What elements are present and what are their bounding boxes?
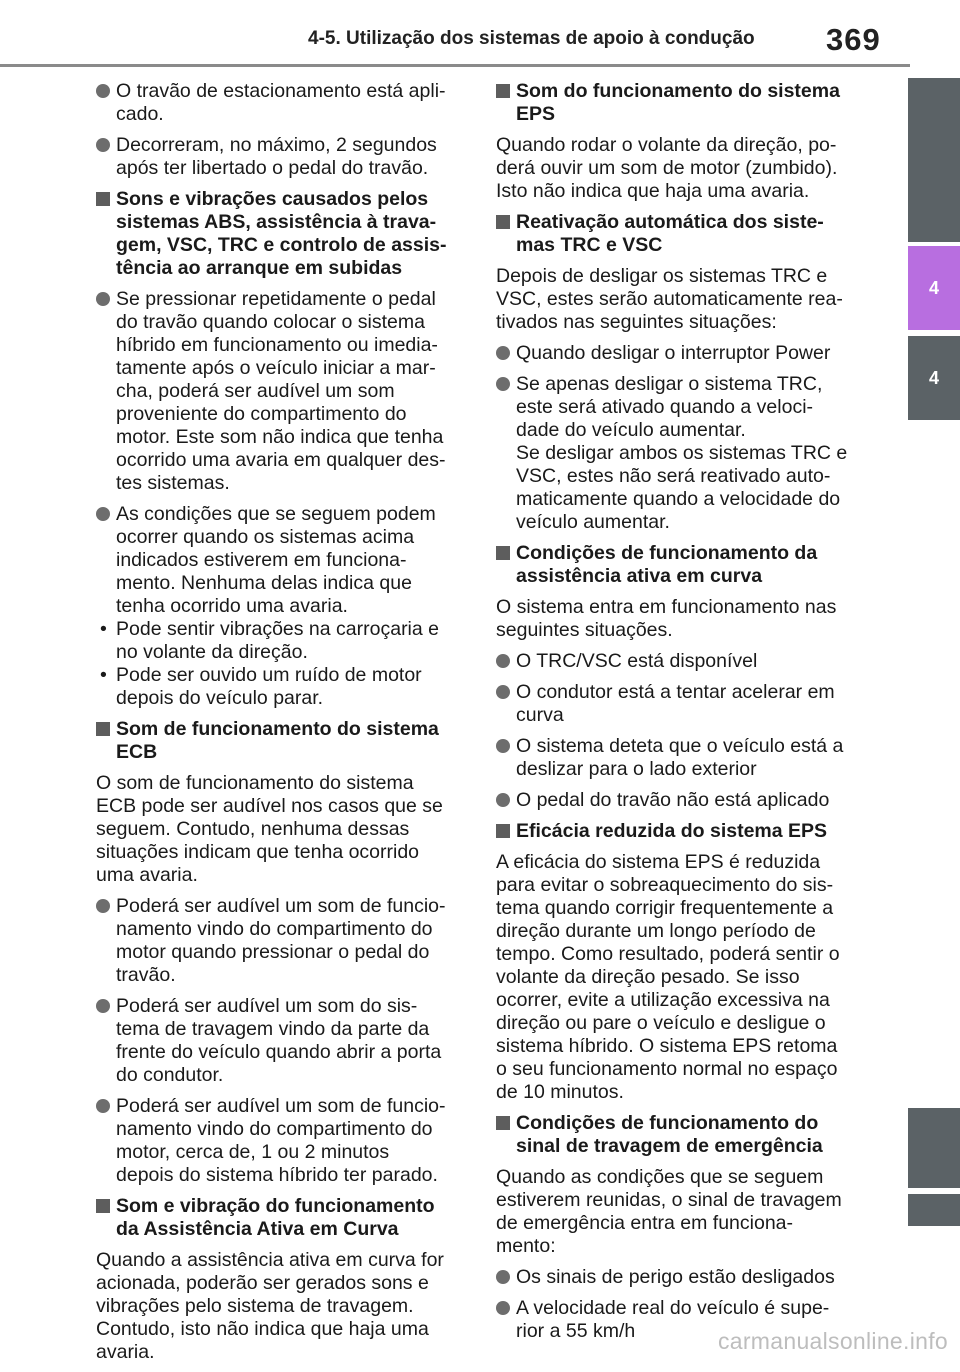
paragraph-text: O sistema entra em funcionamento nas seguintes situações.	[496, 596, 837, 641]
subsection-heading	[496, 211, 868, 257]
subsection-heading	[496, 542, 868, 588]
bullet-item	[96, 80, 470, 126]
dot-item	[96, 618, 470, 664]
dot-text: Pode ser ouvido um ruído de motor depois do veículo parar.	[116, 664, 422, 709]
bullet-item	[496, 1266, 868, 1289]
bullet-item	[496, 342, 868, 365]
bullet-text: A velocidade real do veículo é supe- rior a 55 km/h	[516, 1297, 830, 1342]
bullet-item	[96, 1095, 470, 1187]
subsection-heading	[496, 1112, 868, 1158]
bullet-item	[496, 681, 868, 727]
paragraph-text: Quando a assistência ativa em curva for acionada, poderão ser gerados sons e vibrações pelo sistema de travagem. Contudo, isto não indica que haja uma avaria.	[96, 1249, 444, 1363]
page-number: 369	[826, 22, 881, 57]
bullet-text: O TRC/VSC está disponível	[516, 650, 758, 672]
bullet-text: O sistema deteta que o veículo está a deslizar para o lado exterior	[516, 735, 844, 780]
bullet-text: O condutor está a tentar acelerar em curva	[516, 681, 835, 726]
watermark: carmanualsonline.info	[717, 1328, 948, 1354]
chapter-tab-4[interactable]: 4	[908, 336, 960, 420]
page-header	[0, 0, 910, 66]
subsection-heading	[96, 188, 470, 280]
bullet-item	[96, 995, 470, 1087]
bullet-text: Decorreram, no máximo, 2 segundos após ter libertado o pedal do travão.	[116, 134, 437, 179]
paragraph-text: A eficácia do sistema EPS é reduzida para evitar o sobreaquecimento do sis- tema quando corrigir frequentemente a direção durante um longo período de tempo. Como resultado, poderá sentir o volante da direção pesado. Se isso ocorrer, evite a utilização excessiva na direção ou pare o veículo e desligue o sistema híbrido. O sistema EPS retoma o seu funcionamento normal no espaço de 10 minutos.	[496, 851, 840, 1103]
bullet-item	[96, 288, 470, 495]
section-title: 4-5. Utilização dos sistemas de apoio à condução	[308, 28, 755, 49]
paragraph-text: O som de funcionamento do sistema ECB pode ser audível nos casos que se seguem. Contudo, nenhuma dessas situações indicam que tenha ocorrido uma avaria.	[96, 772, 443, 886]
heading-text: Som e vibração do funcionamento da Assistência Ativa em Curva	[116, 1195, 435, 1240]
header-rule	[0, 64, 910, 67]
heading-text: Sons e vibrações causados pelos sistemas ABS, assistência à trava- gem, VSC, TRC e controlo de assis- tência ao arranque em subidas	[116, 188, 447, 279]
paragraph	[496, 134, 868, 203]
left-column	[96, 80, 470, 1372]
chapter-tabs	[908, 0, 960, 1362]
chapter-tab-4-active[interactable]: 4	[908, 246, 960, 330]
heading-text: Reativação automática dos siste- mas TRC e VSC	[516, 211, 824, 256]
bullet-text: O travão de estacionamento está apli- cado.	[116, 80, 446, 125]
bullet-text: Se pressionar repetidamente o pedal do travão quando colocar o sistema híbrido em funcionamento ou imedia- tamente após o veículo iniciar a mar- cha, poderá ser audível um som proveniente do compartimento do motor. Este som não indica que tenha ocorrido uma avaria em qualquer des- tes sistemas.	[116, 288, 446, 494]
chapter-tab-1[interactable]	[908, 78, 960, 242]
bullet-item	[96, 895, 470, 987]
subsection-heading	[496, 80, 868, 126]
subsection-heading	[496, 820, 868, 843]
heading-text: Eficácia reduzida do sistema EPS	[516, 820, 828, 842]
bullet-text: Quando desligar o interruptor Power	[516, 342, 831, 364]
bullet-text: Poderá ser audível um som de funcio- namento vindo do compartimento do motor, cerca de, 1 ou 2 minutos depois do sistema híbrido ter parado.	[116, 1095, 446, 1186]
bullet-text: O pedal do travão não está aplicado	[516, 789, 830, 811]
bullet-item	[496, 735, 868, 781]
dot-item	[96, 664, 470, 710]
dot-text: Pode sentir vibrações na carroçaria e no volante da direção.	[116, 618, 439, 663]
right-column	[496, 80, 868, 1351]
subsection-heading	[96, 1195, 470, 1241]
paragraph	[496, 265, 868, 334]
bullet-item	[496, 650, 868, 673]
bullet-text: Poderá ser audível um som de funcio- namento vindo do compartimento do motor quando pressionar o pedal do travão.	[116, 895, 446, 986]
heading-text: Som do funcionamento do sistema EPS	[516, 80, 840, 125]
bullet-item	[496, 789, 868, 812]
bullet-item	[96, 503, 470, 618]
chapter-tab-5[interactable]	[908, 1108, 960, 1188]
paragraph-text: Depois de desligar os sistemas TRC e VSC, estes serão automaticamente rea- tivados nas seguintes situações:	[496, 265, 843, 333]
heading-text: Condições de funcionamento do sinal de travagem de emergência	[516, 1112, 823, 1157]
bullet-text: Se apenas desligar o sistema TRC, este será ativado quando a veloci- dade do veículo aumentar. Se desligar ambos os sistemas TRC e VSC, estes não será reativado auto- maticamente quando a velocidade do veículo aumentar.	[516, 373, 848, 533]
subsection-heading	[96, 718, 470, 764]
heading-text: Condições de funcionamento da assistência ativa em curva	[516, 542, 818, 587]
bullet-item	[96, 134, 470, 180]
paragraph	[96, 772, 470, 887]
paragraph	[496, 1166, 868, 1258]
paragraph	[96, 1249, 470, 1364]
bullet-text: Poderá ser audível um som do sis- tema de travagem vindo da parte da frente do veículo quando abrir a porta do condutor.	[116, 995, 442, 1086]
heading-text: Som de funcionamento do sistema ECB	[116, 718, 439, 763]
bullet-text: As condições que se seguem podem ocorrer quando os sistemas acima indicados estiverem em funciona- mento. Nenhuma delas indica que tenha ocorrido uma avaria.	[116, 503, 436, 617]
paragraph-text: Quando as condições que se seguem estiverem reunidas, o sinal de travagem de emergência entra em funciona- mento:	[496, 1166, 842, 1257]
paragraph	[496, 596, 868, 642]
bullet-text: Os sinais de perigo estão desligados	[516, 1266, 835, 1288]
paragraph-text: Quando rodar o volante da direção, po- derá ouvir um som de motor (zumbido). Isto não indica que haja uma avaria.	[496, 134, 838, 202]
chapter-tab-6[interactable]	[908, 1194, 960, 1226]
paragraph	[496, 851, 868, 1104]
bullet-item	[496, 373, 868, 534]
